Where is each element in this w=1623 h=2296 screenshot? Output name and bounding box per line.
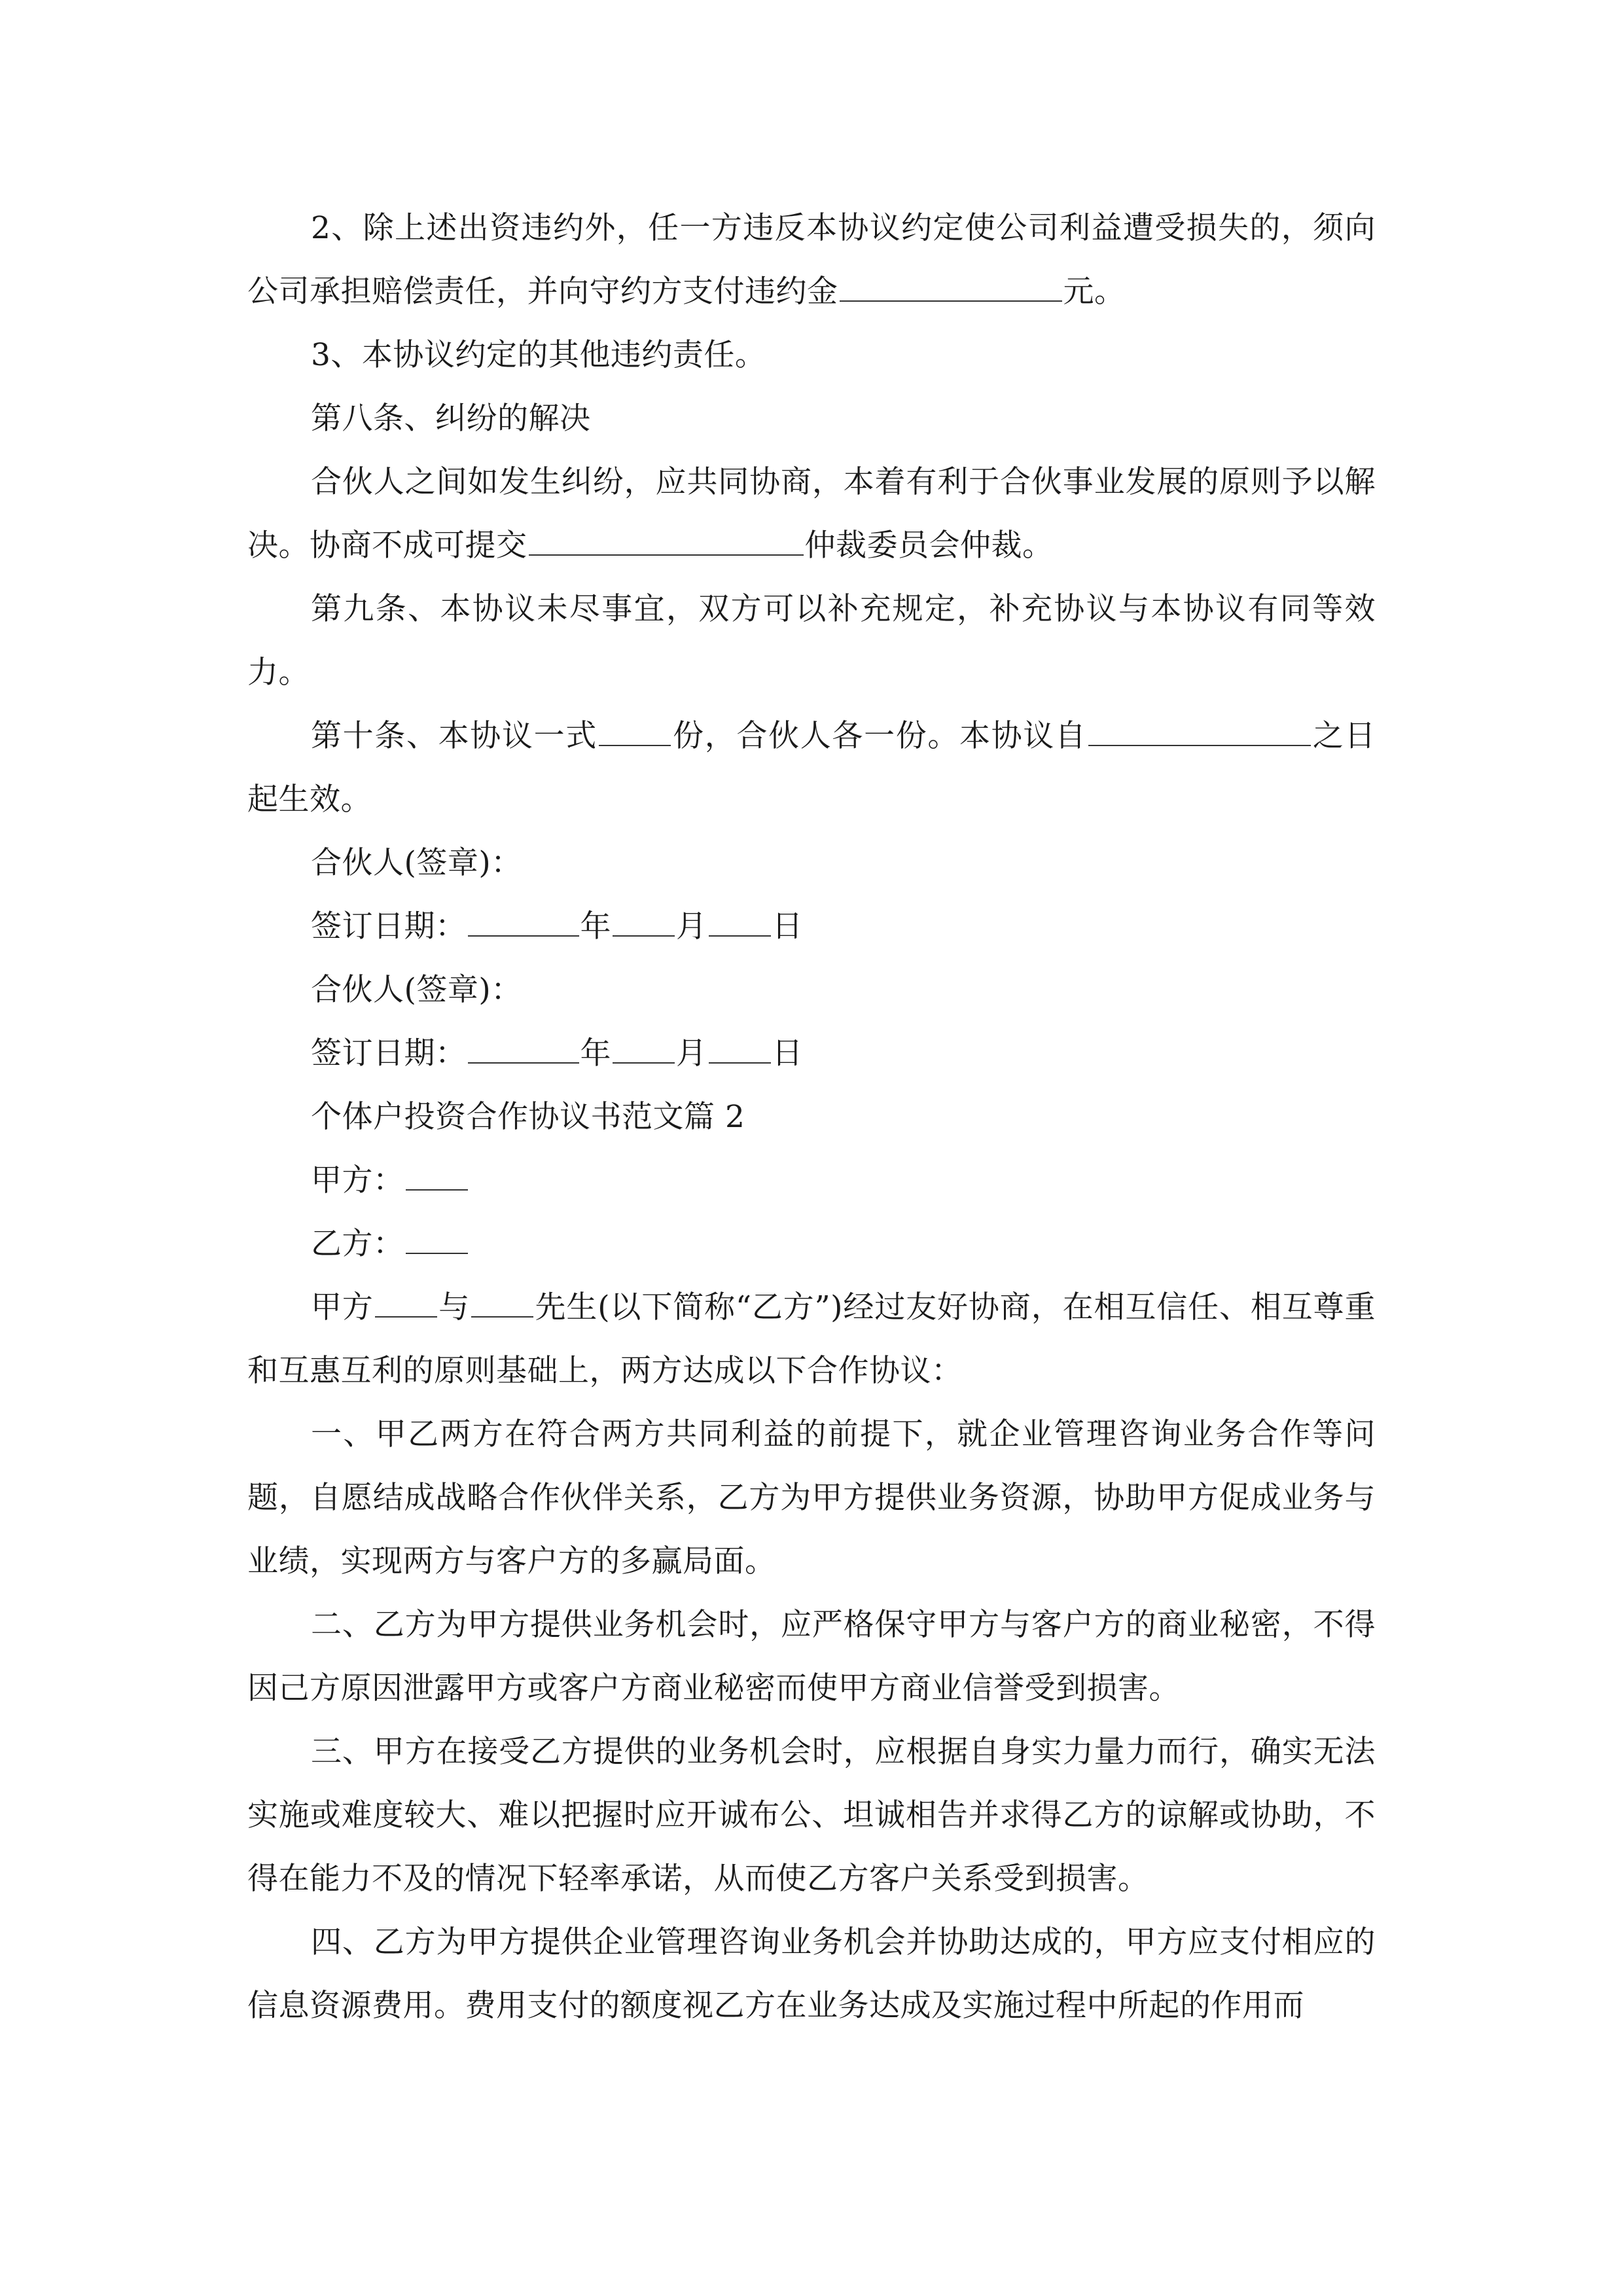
partner-signature-line-2: 合伙人(签章)： xyxy=(311,972,522,1008)
signing-date-line-1 xyxy=(247,895,1376,958)
party-a-label: 甲方： xyxy=(311,1162,404,1198)
party-b-label: 乙方： xyxy=(311,1226,404,1262)
clause-3-paragraph: 三、甲方在接受乙方提供的业务机会时，应根据自身实力量力而行，确实无法实施或难度较大、难以把握时应开诚布公、坦诚相告并求得乙方的谅解或协助，不得在能力不及的情况下轻率承诺，从而使乙方客户关系受到损害。 xyxy=(247,1734,1376,1897)
blank-month xyxy=(613,1036,675,1064)
blank-party-a-name xyxy=(375,1290,437,1318)
blank-copies-count xyxy=(599,719,671,746)
party-b-line xyxy=(247,1212,1376,1276)
article-8-heading: 第八条、纠纷的解决 xyxy=(311,401,591,437)
blank-party-b xyxy=(406,1227,468,1254)
paragraph-text: 与 xyxy=(438,1289,471,1325)
document-body xyxy=(247,196,1376,2037)
paragraph-dispute-resolution xyxy=(247,450,1376,577)
signing-date-label: 签订日期： xyxy=(311,908,467,944)
paragraph-text: 份，合伙人各一份。本协议自 xyxy=(671,718,1087,754)
blank-effective-date xyxy=(1088,719,1311,746)
day-label: 日 xyxy=(772,908,803,944)
blank-day xyxy=(709,1036,771,1064)
signing-date-line-2 xyxy=(247,1022,1376,1085)
blank-party-b-name xyxy=(471,1290,533,1318)
article-10-paragraph xyxy=(247,704,1376,831)
blank-party-a xyxy=(406,1163,468,1191)
paragraph-text: 仲裁委员会仲裁。 xyxy=(804,528,1054,564)
paragraph-other-liability: 3、本协议约定的其他违约责任。 xyxy=(311,337,766,373)
paragraph-text: 先生(以下简称“乙方”)经过友好协商，在相互信任、相互尊重和互惠互利的原则基础上，两方达成以下合作协议： xyxy=(247,1289,1376,1389)
paragraph-text: 甲方 xyxy=(311,1289,374,1325)
blank-day xyxy=(709,909,771,937)
section-title-sample-2: 个体户投资合作协议书范文篇 2 xyxy=(311,1099,745,1135)
agreement-intro-paragraph xyxy=(247,1276,1376,1403)
clause-2-paragraph: 二、乙方为甲方提供业务机会时，应严格保守甲方与客户方的商业秘密，不得因己方原因泄露甲方或客户方商业秘密而使甲方商业信誉受到损害。 xyxy=(247,1607,1376,1706)
partner-signature-line-1: 合伙人(签章)： xyxy=(311,845,522,881)
article-9-paragraph: 第九条、本协议未尽事宜，双方可以补充规定，补充协议与本协议有同等效力。 xyxy=(247,591,1376,691)
clause-1-paragraph: 一、甲乙两方在符合两方共同利益的前提下，就企业管理咨询业务合作等问题，自愿结成战略合作伙伴关系，乙方为甲方提供业务资源，协助甲方促成业务与业绩，实现两方与客户方的多赢局面。 xyxy=(247,1416,1376,1579)
blank-year xyxy=(468,909,579,937)
signing-date-label: 签订日期： xyxy=(311,1035,467,1071)
blank-penalty-amount xyxy=(840,274,1062,302)
year-label: 年 xyxy=(580,908,611,944)
paragraph-breach-compensation xyxy=(247,196,1376,323)
blank-arbitration-commission xyxy=(529,528,804,556)
blank-year xyxy=(468,1036,579,1064)
paragraph-text: 元。 xyxy=(1063,274,1126,310)
month-label: 月 xyxy=(676,1035,707,1071)
clause-4-paragraph: 四、乙方为甲方提供企业管理咨询业务机会并协助达成的，甲方应支付相应的信息资源费用。费用支付的额度视乙方在业务达成及实施过程中所起的作用而 xyxy=(247,1924,1376,2024)
blank-month xyxy=(613,909,675,937)
party-a-line xyxy=(247,1149,1376,1212)
paragraph-text: 合伙人之间如发生纠纷，应共同协商，本着有利于合伙事业发展的原则予以解决。协商不成可提交 xyxy=(247,464,1376,564)
day-label: 日 xyxy=(772,1035,803,1071)
paragraph-text: 之日起生效。 xyxy=(247,718,1376,817)
month-label: 月 xyxy=(676,908,707,944)
paragraph-text: 2、除上述出资违约外，任一方违反本协议约定使公司利益遭受损失的，须向公司承担赔偿责任，并向守约方支付违约金 xyxy=(247,210,1376,310)
year-label: 年 xyxy=(580,1035,611,1071)
paragraph-text: 第十条、本协议一式 xyxy=(311,718,597,754)
